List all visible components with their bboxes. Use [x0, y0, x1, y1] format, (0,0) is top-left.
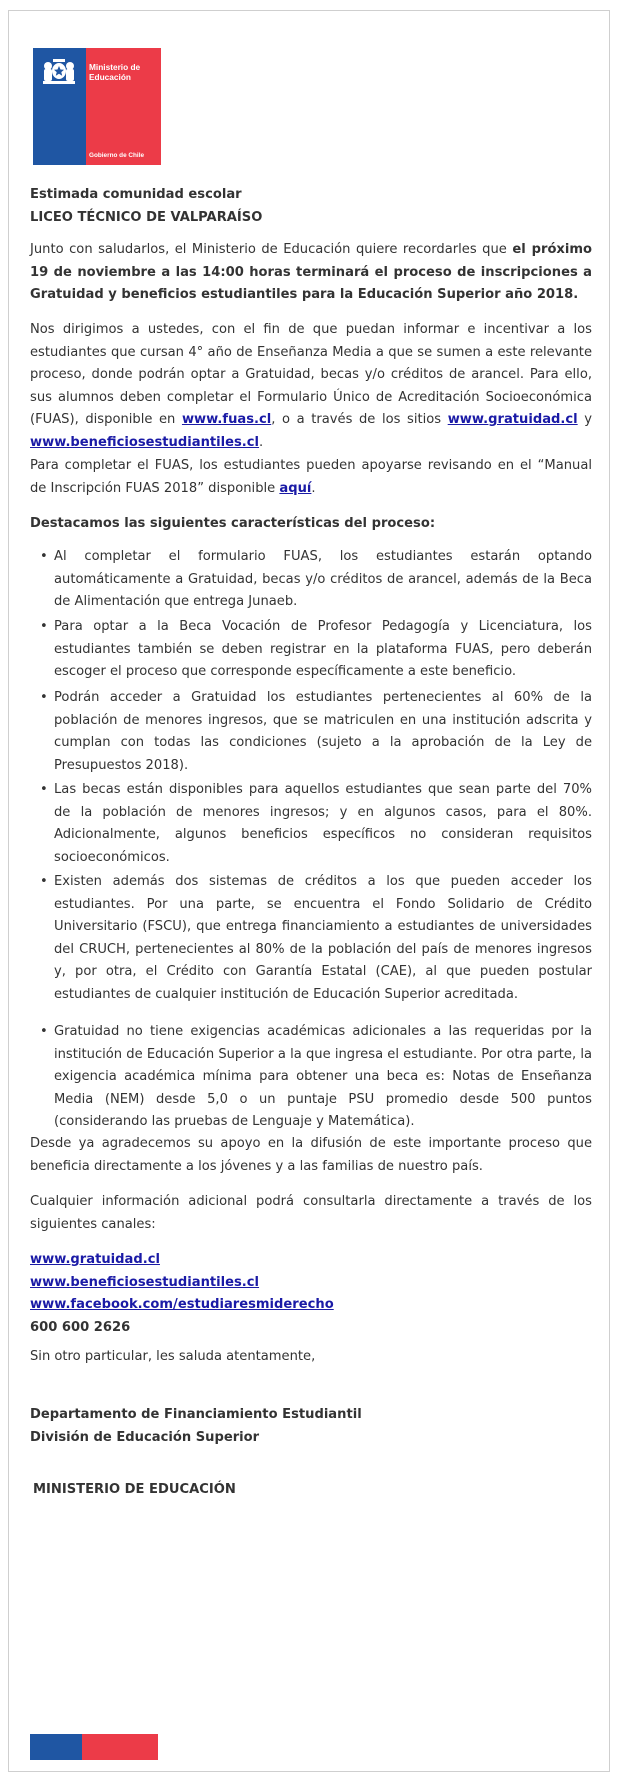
link-fuas[interactable]: www.fuas.cl — [181, 412, 272, 427]
bullet-icon: • — [40, 690, 48, 705]
list-item — [40, 779, 592, 869]
fuas-text-mid: , o a través de los sitios — [271, 412, 448, 427]
ministry-logo — [33, 48, 161, 165]
logo-line-2: Educación — [89, 72, 131, 82]
link-manual[interactable]: aquí — [279, 480, 312, 496]
intro-text: Junto con saludarlos, el Ministerio de Educación quiere recordarles que — [30, 242, 513, 257]
list-item — [40, 871, 592, 1006]
manual-text: Para completar el FUAS, los estudiantes pueden apoyarse revisando en el “Manual de Inscripción FUAS 2018” disponible — [30, 458, 592, 496]
signature-line-1: Departamento de Financiamiento Estudiantil — [30, 1407, 362, 1422]
bullet-icon: • — [40, 874, 48, 889]
logo-line-1: Ministerio de — [89, 62, 141, 72]
logo-gobierno-label: Gobierno de Chile — [89, 152, 145, 159]
features-heading: Destacamos las siguientes características del proceso: — [30, 516, 436, 531]
greeting-line-1: Estimada comunidad escolar — [30, 187, 242, 202]
bullet-icon: • — [40, 1024, 48, 1039]
fuas-paragraph — [30, 319, 592, 454]
list-item-text: Las becas están disponibles para aquellos estudiantes que sean parte del 70% de la población de menores ingresos; y en algunos casos, para el 80%. Adicionalmente, algunos beneficios específicos no consideran requisitos socioeconómicos. — [54, 782, 592, 865]
intro-highlight: el próximo 19 de noviembre a las 14:00 horas terminará el proceso de inscripciones a Gratuidad y beneficios estudiantiles para la Educación Superior año 2018. — [30, 242, 593, 302]
list-item-text: Gratuidad no tiene exigencias académicas adicionales a las requeridas por la institución de Educación Superior a la que ingresa el estudiante. Por otra parte, la exigencia académica mínima para obtener una beca es: Notas de Enseñanza Media (NEM) desde 5,0 o un puntaje PSU promedio desde 500 puntos (considerando las pruebas de Lenguaje y Matemática). — [54, 1024, 592, 1129]
channel-link-beneficios[interactable]: www.beneficiosestudiantiles.cl — [30, 1274, 260, 1290]
manual-text-end: . — [311, 480, 316, 496]
list-item — [40, 687, 592, 777]
channel-phone: 600 600 2626 — [30, 1319, 131, 1335]
logo-blue-panel — [33, 48, 86, 165]
list-item-text: Existen además dos sistemas de créditos a los que pueden acceder los estudiantes. Por una parte, se encuentra el Fondo Solidario de Crédito Universitario (FSCU), que entrega financiamiento a estudiantes de universidades del CRUCH, pertenecientes al 80% de la población del país de menores ingresos y, por otra, el Crédito con Garantía Estatal (CAE), al que pueden postular estudiantes de cualquier institución de Educación Superior acreditada. — [54, 874, 592, 1002]
footer-flag-bar — [30, 1734, 158, 1760]
greeting — [30, 184, 592, 229]
signature — [30, 1404, 592, 1449]
bullet-icon: • — [40, 782, 48, 797]
coat-of-arms-icon — [39, 56, 79, 86]
list-item-text: Podrán acceder a Gratuidad los estudiantes pertenecientes al 60% de la población de menores ingresos, que se matriculen en una institución adscrita y cumplan con todas las condiciones (sujeto a la aprobación de la Ley de Presupuestos 2018). — [54, 690, 592, 773]
logo-ministry-name — [89, 62, 140, 82]
email-frame — [8, 10, 610, 1772]
ministry-name: MINISTERIO DE EDUCACIÓN — [33, 1482, 236, 1497]
signature-line-2: División de Educación Superior — [30, 1429, 260, 1445]
thanks-paragraph: Desde ya agradecemos su apoyo en la difusión de este importante proceso que beneficia directamente a los jóvenes y a las familias de nuestro país. — [30, 1136, 592, 1174]
manual-paragraph — [30, 455, 592, 500]
channels-list — [30, 1249, 592, 1339]
list-item — [40, 616, 592, 684]
list-item-text: Al completar el formulario FUAS, los estudiantes estarán optando automáticamente a Gratuidad, becas y/o créditos de arancel, además de la Beca de Alimentación que entrega Junaeb. — [54, 549, 592, 609]
channels-intro: Cualquier información adicional podrá consultarla directamente a través de los siguientes canales: — [30, 1194, 592, 1232]
list-item — [40, 546, 592, 614]
fuas-text-end: . — [259, 434, 264, 450]
list-item — [40, 1021, 592, 1134]
link-beneficios[interactable]: www.beneficiosestudiantiles.cl — [30, 434, 260, 450]
fuas-text-and: y — [577, 412, 593, 427]
logo-red-panel — [86, 48, 161, 165]
channel-link-facebook[interactable]: www.facebook.com/estudiaresmiderecho — [30, 1297, 334, 1312]
flag-red — [82, 1734, 158, 1760]
list-item-text: Para optar a la Beca Vocación de Profesor Pedagogía y Licenciatura, los estudiantes también se deben registrar en la plataforma FUAS, pero deberán escoger el proceso que corresponde específicamente a este beneficio. — [54, 619, 592, 679]
bullet-icon: • — [40, 619, 48, 634]
closing-line: Sin otro particular, les saluda atentamente, — [30, 1349, 316, 1364]
flag-blue — [30, 1734, 82, 1760]
bullet-icon: • — [40, 549, 48, 564]
channel-link-gratuidad[interactable]: www.gratuidad.cl — [30, 1252, 160, 1267]
link-gratuidad[interactable]: www.gratuidad.cl — [447, 412, 578, 427]
fuas-text: Nos dirigimos a ustedes, con el fin de que puedan informar e incentivar a los estudiantes que cursan 4° año de Enseñanza Media a que se sumen a este relevante proceso, donde podrán optar a Gratuidad, becas y/o créditos de arancel. Para ello, sus alumnos deben completar el Formulario Único de Acreditación Socioeconómica (FUAS), disponible en — [30, 322, 592, 427]
intro-paragraph — [30, 239, 592, 307]
greeting-line-2: LICEO TÉCNICO DE VALPARAÍSO — [30, 209, 263, 225]
